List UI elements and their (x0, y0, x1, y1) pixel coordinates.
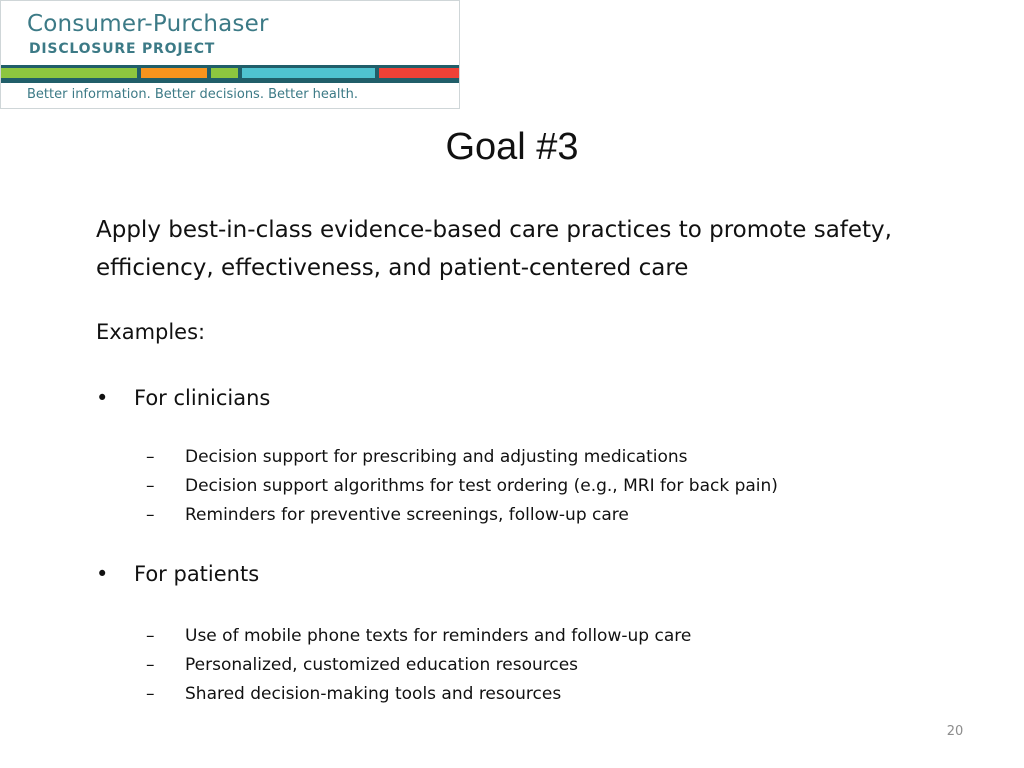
dash: – (146, 447, 155, 467)
bullet-dot: • (96, 562, 109, 586)
bullet-for-clinicians (96, 386, 270, 410)
page-number: 20 (946, 724, 964, 739)
logo-stripe-light-green (211, 68, 238, 78)
logo-stripe-orange (141, 68, 207, 78)
dash: – (146, 655, 155, 675)
logo-name: Consumer-Purchaser (27, 11, 269, 37)
dash: – (146, 505, 155, 525)
logo-subtitle: DISCLOSURE PROJECT (29, 41, 216, 57)
logo (0, 0, 460, 109)
bullet-label: For clinicians (134, 386, 271, 410)
list-item (146, 684, 561, 704)
list-item (146, 447, 688, 467)
dash: – (146, 684, 155, 704)
logo-stripe-red (379, 68, 459, 78)
list-item-text: Decision support for prescribing and adjusting medications (185, 447, 688, 467)
list-item-text: Reminders for preventive screenings, follow-up care (185, 505, 629, 525)
dash: – (146, 476, 155, 496)
bullet-for-patients (96, 562, 259, 586)
logo-stripe-green (1, 68, 137, 78)
list-item-text: Personalized, customized education resources (185, 655, 579, 675)
list-item (146, 626, 691, 646)
list-item-text: Decision support algorithms for test ordering (e.g., MRI for back pain) (185, 476, 778, 496)
list-item (146, 655, 578, 675)
examples-label: Examples: (96, 320, 206, 344)
intro-text: Apply best-in-class evidence-based care practices to promote safety, efficiency, effectiveness, and patient-centered care (96, 217, 892, 281)
logo-color-band (1, 65, 459, 83)
slide-title: Goal #3 (445, 126, 579, 168)
logo-tagline: Better information. Better decisions. Better health. (27, 87, 358, 102)
list-item (146, 476, 778, 496)
dash: – (146, 626, 155, 646)
bullet-dot: • (96, 386, 109, 410)
bullet-label: For patients (134, 562, 260, 586)
logo-stripe-teal (242, 68, 375, 78)
list-item-text: Shared decision-making tools and resources (185, 684, 562, 704)
list-item-text: Use of mobile phone texts for reminders and follow-up care (185, 626, 692, 646)
list-item (146, 505, 629, 525)
